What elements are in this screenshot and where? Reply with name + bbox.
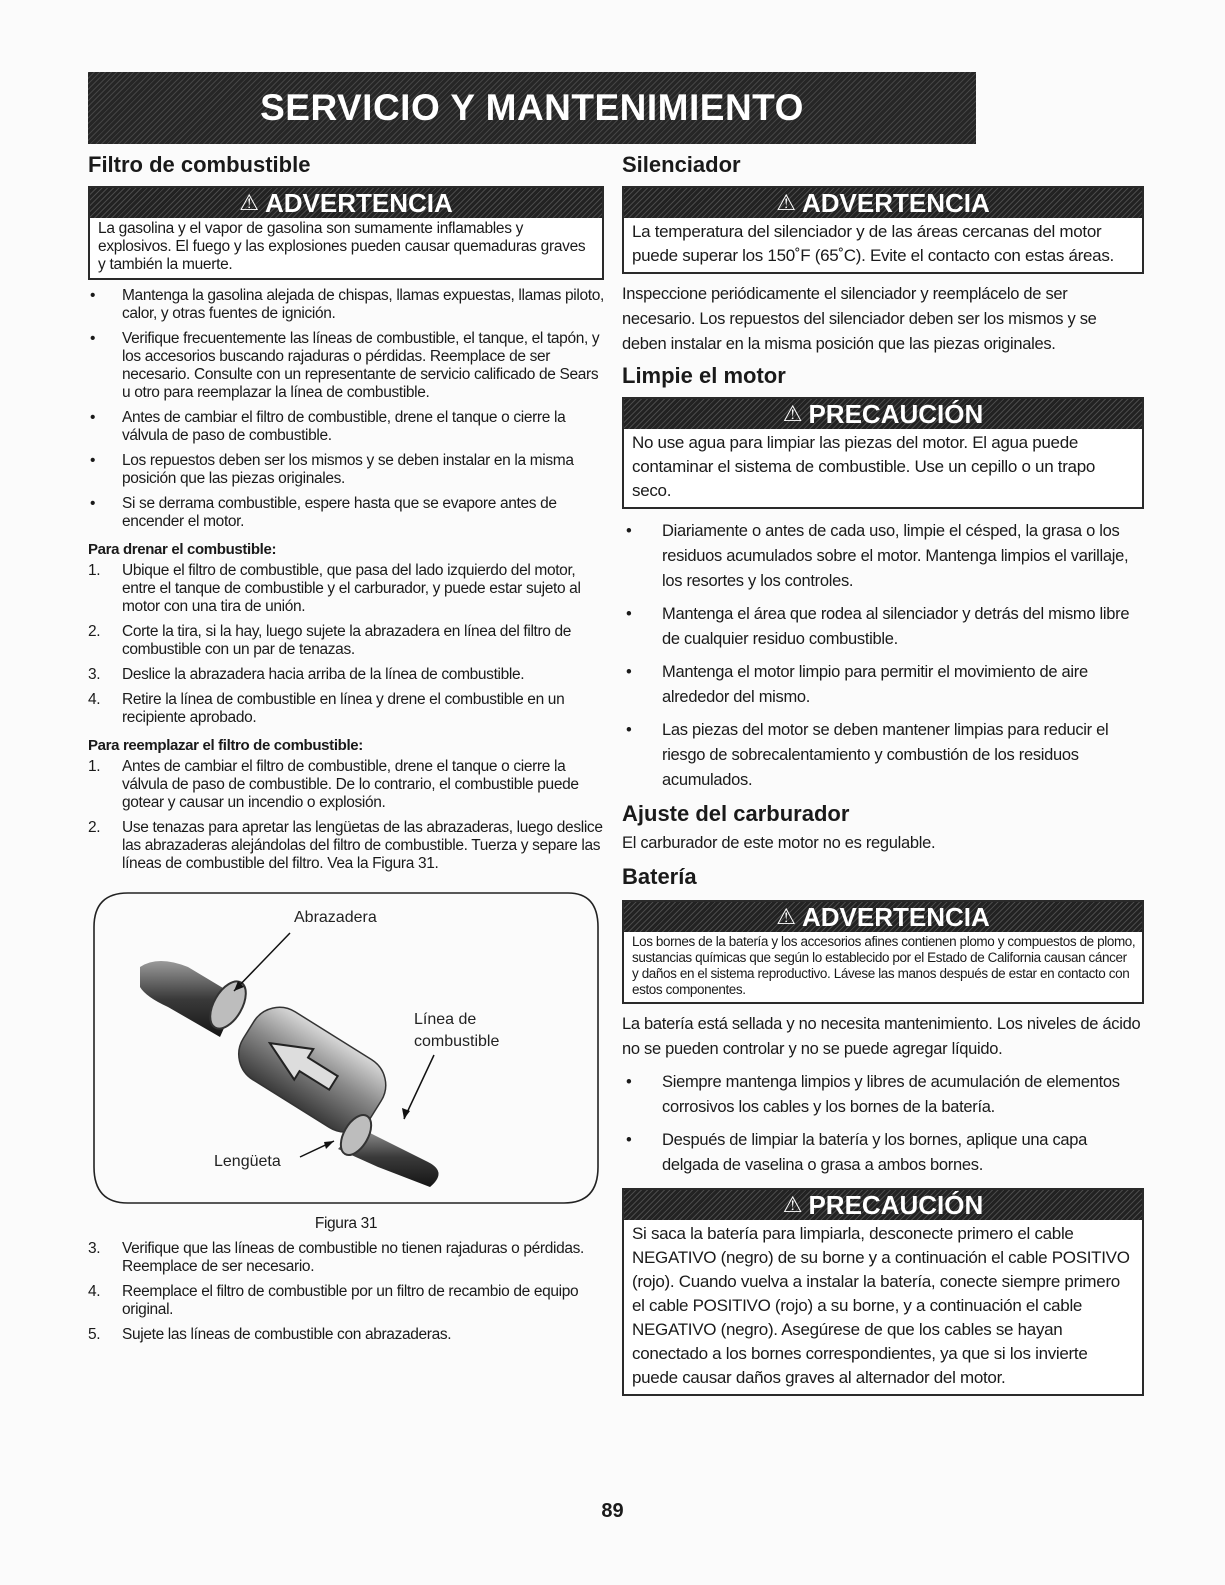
figure-31 xyxy=(88,887,604,1209)
step-text: Retire la línea de combustible en línea y drene el combustible en un recipiente aprobado. xyxy=(122,691,565,726)
caution-title: PRECAUCIÓN xyxy=(808,398,984,429)
label-fuel-line-1: Línea de xyxy=(414,1011,477,1028)
replace-step xyxy=(88,1283,604,1319)
warning-title: ADVERTENCIA xyxy=(801,901,990,932)
warning-text: La temperatura del silenciador y de las áreas cercanas del motor puede superar los 150˚F (65˚C). Evite el contacto con estas áreas. xyxy=(632,222,1114,265)
step-number: 1. xyxy=(88,562,101,579)
warning-text: Los bornes de la batería y los accesorios afines contienen plomo y compuestos de plomo, sustancias químicas que según lo establecido por el Estado de California causan cáncer y daños en el sistema reproductivo. Lávese las manos después de estar en contacto con estos componentes. xyxy=(632,934,1136,997)
figure-caption: Figura 31 xyxy=(314,1215,378,1232)
battery-paragraph: La batería está sellada y no necesita mantenimiento. Los niveles de ácido no se pueden controlar y no se puede agregar líquido. xyxy=(622,1015,1141,1058)
caution-header xyxy=(624,399,1142,429)
label-tab: Lengüeta xyxy=(214,1153,281,1170)
fuel-filter-heading: Filtro de combustible xyxy=(88,152,311,177)
list-item: • Mantenga la gasolina alejada de chispas, llamas expuestas, llamas piloto, calor, y otras fuentes de ignición. xyxy=(88,287,604,323)
right-column xyxy=(622,152,1144,1396)
fuel-bullets xyxy=(88,287,604,873)
replace-step xyxy=(88,819,604,873)
muffler-paragraph: Inspeccione periódicamente el silenciador y reemplácelo de ser necesario. Los repuestos del silenciador deben ser los mismos y se deben instalar en la misma posición que las piezas originales. xyxy=(622,285,1097,353)
step-number: 3. xyxy=(88,666,101,683)
label-clamp: Abrazadera xyxy=(294,909,377,926)
caution-text: Si saca la batería para limpiarla, desconecte primero el cable NEGATIVO (negro) de su borne y a continuación el cable POSITIVO (rojo). Cuando vuelva a instalar la batería, conecte siempre primero el cable POSITIVO (rojo) a su borne, y a continuación el cable NEGATIVO (negro). Asegúrese de que los cables se hayan conectado a los bornes correspondientes, ya que si los invierte puede causar daños graves al alternador del motor. xyxy=(632,1224,1130,1387)
battery-heading: Batería xyxy=(622,864,697,889)
carburetor-heading: Ajuste del carburador xyxy=(622,801,850,826)
step-text: Antes de cambiar el filtro de combustible, drene el tanque o cierre la válvula de paso de combustible. De lo contrario, el combustible puede gotear y causar un incendio o explosión. xyxy=(122,758,579,811)
warning-header xyxy=(624,188,1142,218)
drain-step xyxy=(88,623,604,659)
muffler-warning-box xyxy=(622,186,1144,274)
step-number: 4. xyxy=(88,1283,101,1300)
fuel-warning-box xyxy=(88,186,604,280)
warning-title: ADVERTENCIA xyxy=(264,187,453,218)
step-number: 4. xyxy=(88,691,101,708)
drain-subheading: Para drenar el combustible: xyxy=(88,541,277,558)
step-number: 2. xyxy=(88,819,101,836)
banner-title: SERVICIO Y MANTENIMIENTO xyxy=(260,87,804,128)
caution-header xyxy=(624,1190,1142,1220)
list-item: • Verifique frecuentemente las líneas de combustible, el tanque, el tapón, y los accesorios buscando rajaduras o pérdidas. Reemplace de ser necesario. Consulte con un representante de servicio calificado de Sears u otro para reemplazar la línea de combustible. xyxy=(88,330,604,402)
warning-triangle-icon: ⚠ xyxy=(776,904,796,929)
drain-step xyxy=(88,691,604,727)
replace-step xyxy=(88,758,604,812)
clamp-leader-line xyxy=(234,933,290,991)
step-text: Deslice la abrazadera hacia arriba de la línea de combustible. xyxy=(122,666,525,683)
replace-subheading: Para reemplazar el filtro de combustible: xyxy=(88,737,363,754)
carburetor-text: El carburador de este motor no es regulable. xyxy=(622,834,936,852)
battery-warning-box xyxy=(622,900,1144,1004)
fuel-line-leader-line xyxy=(404,1055,434,1119)
step-text: Corte la tira, si la hay, luego sujete la abrazadera en línea del filtro de combustible con un par de tenazas. xyxy=(122,623,572,658)
battery-caution-box xyxy=(622,1188,1144,1396)
warning-title: ADVERTENCIA xyxy=(801,187,990,218)
fuel-filter-illustration xyxy=(88,887,604,1209)
warning-triangle-icon: ⚠ xyxy=(782,1192,803,1217)
battery-bullets xyxy=(622,1070,1144,1178)
step-text: Ubique el filtro de combustible, que pasa del lado izquierdo del motor, entre el tanque de combustible y el carburador, y puede estar sujeto al motor con una tira de unión. xyxy=(122,562,581,615)
engine-caution-box xyxy=(622,397,1144,509)
replace-step xyxy=(88,1240,604,1276)
caution-title: PRECAUCIÓN xyxy=(808,1189,984,1220)
list-item: • Las piezas del motor se deben mantener limpias para reducir el riesgo de sobrecalentamiento y combustión de los residuos acumulados. xyxy=(622,718,1144,793)
step-number: 2. xyxy=(88,623,101,640)
warning-triangle-icon: ⚠ xyxy=(782,401,803,426)
step-number: 3. xyxy=(88,1240,101,1257)
warning-triangle-icon: ⚠ xyxy=(239,190,259,215)
section-banner xyxy=(88,72,976,144)
list-item: • Mantenga el área que rodea al silenciador y detrás del mismo libre de cualquier residuo combustible. xyxy=(622,602,1144,652)
drain-step xyxy=(88,666,604,684)
drain-step xyxy=(88,562,604,616)
step-number: 5. xyxy=(88,1326,101,1343)
left-column xyxy=(88,152,604,1344)
final-steps xyxy=(88,1240,604,1344)
list-item: • Los repuestos deben ser los mismos y se deben instalar en la misma posición que las piezas originales. xyxy=(88,452,604,488)
muffler-heading: Silenciador xyxy=(622,152,741,177)
clean-engine-heading: Limpie el motor xyxy=(622,363,786,388)
list-item: • Si se derrama combustible, espere hasta que se evapore antes de encender el motor. xyxy=(88,495,604,531)
replace-step xyxy=(88,1326,604,1344)
list-item: • Diariamente o antes de cada uso, limpie el césped, la grasa o los residuos acumulados sobre el motor. Mantenga limpios el varillaje, los resortes y los controles. xyxy=(622,519,1144,594)
warning-header xyxy=(90,188,602,218)
warning-header xyxy=(624,902,1142,932)
step-text: Use tenazas para apretar las lengüetas de las abrazaderas, luego deslice las abrazaderas alejándolas del filtro de combustible. Tuerza y separe las líneas de combustible del filtro. Vea la Figura 31. xyxy=(122,819,603,872)
step-number: 1. xyxy=(88,758,101,775)
list-item: • Mantenga el motor limpio para permitir el movimiento de aire alrededor del mismo. xyxy=(622,660,1144,710)
label-fuel-line-2: combustible xyxy=(414,1033,500,1050)
step-text: Verifique que las líneas de combustible no tienen rajaduras o pérdidas. Reemplace de ser necesario. xyxy=(122,1240,584,1275)
warning-text: La gasolina y el vapor de gasolina son sumamente inflamables y explosivos. El fuego y las explosiones pueden causar quemaduras graves y también la muerte. xyxy=(98,220,586,273)
engine-bullets xyxy=(622,519,1144,793)
warning-triangle-icon: ⚠ xyxy=(776,190,796,215)
list-item: • Después de limpiar la batería y los bornes, aplique una capa delgada de vaselina o grasa a ambos bornes. xyxy=(622,1128,1144,1178)
list-item: • Siempre mantenga limpios y libres de acumulación de elementos corrosivos los cables y los bornes de la batería. xyxy=(622,1070,1144,1120)
step-text: Sujete las líneas de combustible con abrazaderas. xyxy=(122,1326,452,1343)
page-number: 89 xyxy=(601,1500,624,1522)
list-item: • Antes de cambiar el filtro de combustible, drene el tanque o cierre la válvula de paso de combustible. xyxy=(88,409,604,445)
caution-text: No use agua para limpiar las piezas del motor. El agua puede contaminar el sistema de combustible. Use un cepillo o un trapo seco. xyxy=(632,433,1096,500)
step-text: Reemplace el filtro de combustible por un filtro de recambio de equipo original. xyxy=(122,1283,579,1318)
